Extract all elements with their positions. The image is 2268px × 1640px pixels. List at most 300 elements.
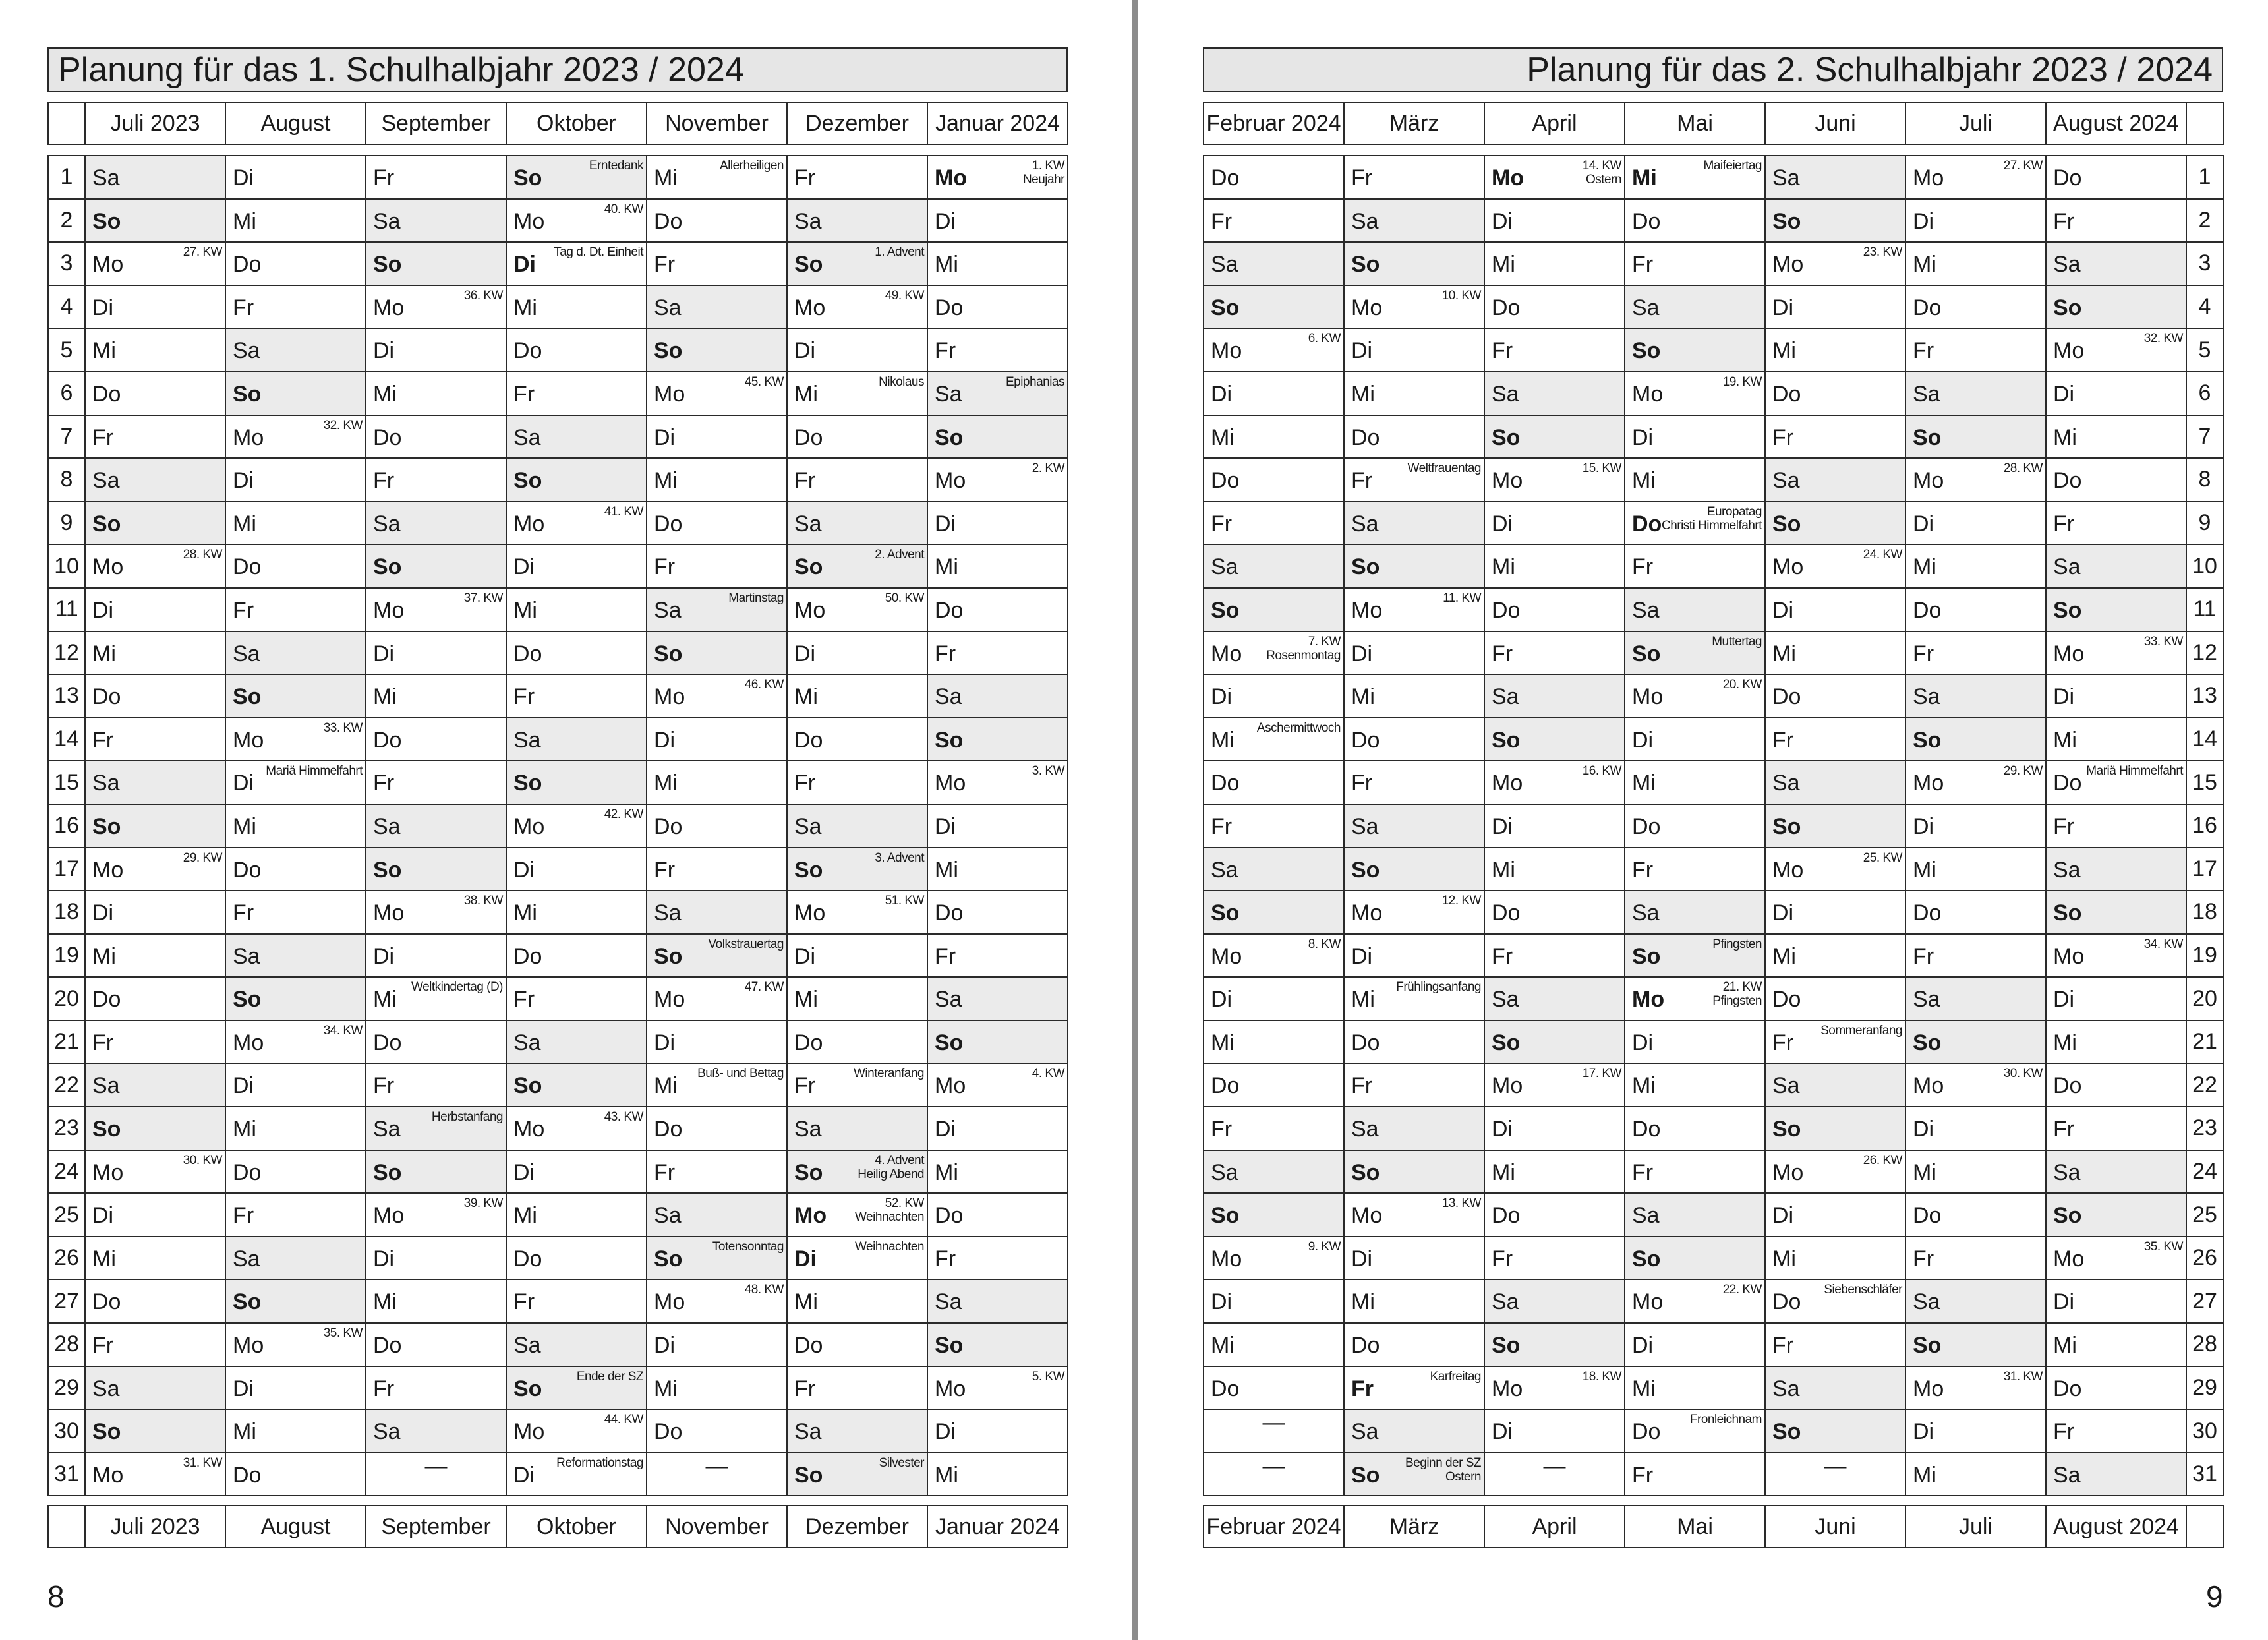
weekday-label: Mi: [1211, 425, 1235, 450]
weekday-label: Sa: [1492, 987, 1519, 1012]
weekday-label: Mi: [1632, 771, 1656, 796]
day-cell: [1204, 1279, 1344, 1323]
day-cell: [2046, 328, 2186, 372]
day-cell: [1765, 1107, 1905, 1150]
day-cell: [506, 458, 647, 502]
day-number: 25: [48, 1193, 85, 1237]
weekday-label: Di: [92, 1203, 114, 1229]
day-cell: [1765, 242, 1905, 285]
day-cell: [506, 1063, 647, 1107]
weekday-label: Do: [92, 381, 121, 407]
weekday-label: Sa: [794, 511, 822, 537]
weekday-label: Di: [92, 900, 114, 926]
day-cell: [506, 761, 647, 804]
weekday-label: Mo: [794, 1203, 827, 1229]
weekday-label: Sa: [1632, 597, 1660, 623]
day-cell: [1344, 674, 1484, 718]
weekday-label: Fr: [1632, 1159, 1654, 1185]
day-cell: [1204, 544, 1344, 588]
weekday-label: Mo: [92, 252, 124, 278]
weekday-label: Mo: [1492, 468, 1523, 494]
day-number: 23: [2186, 1107, 2223, 1150]
calendar-row: [1204, 1063, 2223, 1107]
month-header-cell: August 2024: [2046, 102, 2186, 144]
weekday-label: Mo: [92, 554, 124, 580]
day-cell: [1625, 1107, 1765, 1150]
day-cell: [1484, 544, 1625, 588]
weekday-label: Mi: [935, 857, 958, 883]
weekday-label: Fr: [1772, 1030, 1794, 1055]
weekday-label: Mi: [935, 252, 958, 278]
weekday-label: Sa: [1632, 900, 1660, 926]
week-number-note: 17. KW: [1582, 1067, 1621, 1081]
calendar-row: [48, 199, 1068, 243]
holiday-note: 52. KW Weihnachten: [854, 1196, 924, 1225]
weekday-label: Di: [1772, 295, 1794, 320]
day-cell: [1344, 631, 1484, 675]
weekday-label: Mi: [373, 1289, 397, 1315]
weekday-label: Di: [233, 165, 254, 190]
page-number: 9: [2206, 1579, 2223, 1614]
day-cell: [1344, 1193, 1484, 1237]
weekday-label: Do: [233, 1159, 262, 1185]
weekday-label: Mi: [233, 511, 256, 537]
day-cell: [647, 1409, 787, 1453]
day-number: 19: [48, 934, 85, 978]
day-cell: [85, 1409, 225, 1453]
day-cell: [1905, 1150, 2046, 1194]
day-cell: [506, 1020, 647, 1064]
weekday-label: Di: [1492, 208, 1513, 234]
week-number-note: 20. KW: [1722, 678, 1762, 692]
weekday-label: Mo: [1351, 900, 1383, 926]
weekday-label: Fr: [233, 295, 254, 320]
weekday-label: Sa: [373, 511, 401, 537]
weekday-label: Mi: [794, 987, 818, 1012]
day-cell: [647, 285, 787, 329]
weekday-label: Mo: [1492, 771, 1523, 796]
day-cell: [506, 1366, 647, 1410]
weekday-label: Sa: [1351, 1117, 1379, 1142]
weekday-label: So: [1913, 1030, 1942, 1055]
day-cell: [1484, 1409, 1625, 1453]
weekday-label: Sa: [1211, 252, 1238, 278]
day-cell: [506, 156, 647, 199]
day-cell: [85, 1279, 225, 1323]
week-number-note: 44. KW: [604, 1413, 643, 1427]
day-cell: [85, 934, 225, 978]
weekday-label: Do: [1351, 1030, 1380, 1055]
day-cell: [366, 1237, 506, 1280]
day-cell: [1484, 1366, 1625, 1410]
weekday-label: So: [233, 1289, 262, 1315]
weekday-label: Fr: [1913, 338, 1934, 364]
holiday-note: Maifeiertag: [1703, 159, 1762, 173]
day-cell: [1204, 1107, 1344, 1150]
day-cell: [85, 1020, 225, 1064]
day-cell: [2046, 674, 2186, 718]
weekday-label: Di: [1772, 597, 1794, 623]
weekday-label: Mo: [92, 857, 124, 883]
calendar-row: [48, 1150, 1068, 1194]
day-cell: [787, 1107, 927, 1150]
weekday-label: Do: [1351, 727, 1380, 753]
day-cell: [1905, 891, 2046, 934]
day-cell: [1204, 804, 1344, 848]
weekday-label: Mi: [1351, 381, 1375, 407]
week-number-note: 51. KW: [885, 894, 924, 908]
day-cell: [1344, 977, 1484, 1020]
week-number-note: 2. KW: [1032, 461, 1064, 476]
day-cell: [366, 458, 506, 502]
day-cell: [1625, 761, 1765, 804]
weekday-label: Fr: [233, 1203, 254, 1229]
weekday-label: Do: [92, 1289, 121, 1315]
day-cell: [1204, 1150, 1344, 1194]
day-cell: [225, 1279, 366, 1323]
weekday-label: Do: [233, 252, 262, 278]
day-number: 11: [2186, 588, 2223, 631]
weekday-label: Mi: [654, 165, 678, 190]
day-number: 10: [48, 544, 85, 588]
week-number-note: 13. KW: [1441, 1196, 1481, 1211]
day-cell: [1905, 977, 2046, 1020]
weekday-label: Do: [2053, 468, 2082, 494]
month-header-cell: April: [1484, 1506, 1625, 1548]
weekday-label: So: [2053, 900, 2082, 926]
day-cell: [506, 718, 647, 761]
day-cell: [1765, 891, 1905, 934]
day-cell: [787, 1453, 927, 1496]
calendar-row: [48, 156, 1068, 199]
day-cell: [1204, 631, 1344, 675]
day-cell: [1625, 1453, 1765, 1496]
day-cell: [1204, 977, 1344, 1020]
weekday-label: Sa: [935, 1289, 962, 1315]
day-number: 2: [2186, 199, 2223, 243]
day-cell: [1484, 977, 1625, 1020]
weekday-label: So: [1913, 1333, 1942, 1359]
page-title: Planung für das 1. Schulhalbjahr 2023 / 2024: [47, 47, 1068, 92]
day-cell: [2046, 588, 2186, 631]
day-cell: [1625, 1193, 1765, 1237]
month-header-bottom: [1203, 1505, 2224, 1548]
day-cell: [1484, 1020, 1625, 1064]
weekday-label: Sa: [1351, 511, 1379, 537]
weekday-label: Mi: [654, 1073, 678, 1099]
weekday-label: Sa: [1211, 554, 1238, 580]
day-cell: [225, 1323, 366, 1366]
weekday-label: Di: [92, 597, 114, 623]
month-header-cell: Juli 2023: [85, 102, 225, 144]
day-cell: [927, 199, 1068, 243]
day-cell: [1204, 285, 1344, 329]
weekday-label: Do: [233, 857, 262, 883]
calendar-row: [48, 544, 1068, 588]
day-cell: [2046, 242, 2186, 285]
weekday-label: Do: [1772, 987, 1801, 1012]
day-cell: [1484, 242, 1625, 285]
holiday-note: 4. Advent Heilig Abend: [858, 1153, 924, 1181]
weekday-label: Do: [1632, 208, 1661, 234]
weekday-label: Di: [654, 425, 676, 450]
weekday-label: Mi: [1772, 943, 1796, 969]
day-cell: [2046, 761, 2186, 804]
weekday-label: Mo: [1632, 684, 1664, 710]
day-cell: [2046, 1453, 2186, 1496]
day-cell: [1905, 1409, 2046, 1453]
weekday-label: Mo: [1492, 165, 1525, 190]
day-cell: [506, 1409, 647, 1453]
weekday-label: Mo: [1351, 1203, 1383, 1229]
weekday-label: Sa: [1913, 684, 1940, 710]
weekday-label: Do: [1913, 295, 1942, 320]
day-number: 15: [48, 761, 85, 804]
empty-day-cell: —: [1484, 1453, 1625, 1496]
day-cell: [2046, 718, 2186, 761]
day-cell: [85, 588, 225, 631]
weekday-label: Sa: [1351, 1419, 1379, 1445]
week-number-note: 25. KW: [1863, 850, 1902, 865]
day-cell: [647, 1063, 787, 1107]
day-cell: [1905, 934, 2046, 978]
week-number-note: 32. KW: [2143, 332, 2183, 346]
day-cell: [1765, 415, 1905, 459]
day-cell: [1344, 718, 1484, 761]
holiday-note: Totensonntag: [712, 1239, 784, 1254]
day-cell: [1625, 1237, 1765, 1280]
day-number: 5: [48, 328, 85, 372]
weekday-label: Mi: [1632, 165, 1657, 190]
weekday-label: Mi: [233, 813, 256, 839]
day-cell: [1765, 285, 1905, 329]
calendar-row: [48, 848, 1068, 891]
weekday-label: So: [92, 1419, 121, 1445]
weekday-label: Mo: [935, 165, 968, 190]
holiday-note: Allerheiligen: [719, 159, 784, 173]
day-cell: [366, 1409, 506, 1453]
weekday-label: Mo: [654, 381, 685, 407]
day-cell: [927, 674, 1068, 718]
week-number-note: 30. KW: [183, 1153, 222, 1167]
day-cell: [927, 1193, 1068, 1237]
day-cell: [1344, 1323, 1484, 1366]
day-number: 6: [48, 372, 85, 415]
day-cell: [366, 848, 506, 891]
weekday-label: Sa: [1492, 381, 1519, 407]
weekday-label: Mi: [654, 1376, 678, 1401]
week-number-note: 34. KW: [323, 1023, 363, 1038]
day-cell: [1905, 761, 2046, 804]
day-cell: [787, 1279, 927, 1323]
day-number: 18: [48, 891, 85, 934]
weekday-label: Mi: [1211, 727, 1235, 753]
day-cell: [1344, 544, 1484, 588]
weekday-label: So: [1492, 425, 1521, 450]
weekday-label: So: [1632, 943, 1661, 969]
weekday-label: Di: [794, 338, 816, 364]
day-cell: [1905, 242, 2046, 285]
day-cell: [1905, 848, 2046, 891]
day-cell: [1484, 631, 1625, 675]
weekday-label: Sa: [1913, 1289, 1940, 1315]
weekday-label: Di: [1351, 1246, 1373, 1272]
day-cell: [366, 761, 506, 804]
day-cell: [85, 415, 225, 459]
day-cell: [1625, 415, 1765, 459]
day-number: 26: [48, 1237, 85, 1280]
weekday-label: Do: [1492, 597, 1521, 623]
day-cell: [85, 372, 225, 415]
day-cell: [85, 718, 225, 761]
day-cell: [1204, 415, 1344, 459]
day-cell: [787, 242, 927, 285]
calendar-row: [1204, 1020, 2223, 1064]
day-cell: [787, 1150, 927, 1194]
day-cell: [1905, 156, 2046, 199]
header-corner: [2186, 1506, 2223, 1548]
day-cell: [1905, 544, 2046, 588]
holiday-note: Silvester: [879, 1455, 924, 1470]
day-cell: [787, 761, 927, 804]
calendar-row: [1204, 458, 2223, 502]
weekday-label: Mo: [1492, 1073, 1523, 1099]
day-cell: [85, 458, 225, 502]
day-number: 31: [2186, 1453, 2223, 1496]
month-header-cell: April: [1484, 102, 1625, 144]
weekday-label: Di: [935, 1419, 956, 1445]
weekday-label: Mi: [1913, 554, 1936, 580]
weekday-label: Mi: [1211, 1333, 1235, 1359]
day-number: 7: [48, 415, 85, 459]
week-number-note: 36. KW: [463, 288, 503, 303]
day-cell: [927, 372, 1068, 415]
day-cell: [225, 848, 366, 891]
day-cell: [1905, 1020, 2046, 1064]
day-cell: [787, 1323, 927, 1366]
day-cell: [1905, 1279, 2046, 1323]
day-cell: [1344, 1107, 1484, 1150]
weekday-label: Do: [1632, 1419, 1661, 1445]
weekday-label: Mi: [513, 295, 537, 320]
holiday-note: Tag d. Dt. Einheit: [554, 245, 643, 260]
weekday-label: Mi: [92, 641, 116, 666]
weekday-label: Fr: [1772, 425, 1794, 450]
weekday-label: So: [2053, 1203, 2082, 1229]
weekday-label: Mo: [513, 208, 545, 234]
day-cell: [1765, 631, 1905, 675]
day-cell: [1765, 1323, 1905, 1366]
weekday-label: Sa: [92, 771, 120, 796]
weekday-label: Di: [233, 1376, 254, 1401]
month-header-cell: November: [647, 1506, 787, 1548]
weekday-label: Fr: [1913, 943, 1934, 969]
day-cell: [927, 156, 1068, 199]
weekday-label: Mi: [1351, 684, 1375, 710]
day-cell: [647, 891, 787, 934]
day-cell: [1484, 1063, 1625, 1107]
weekday-label: Sa: [654, 597, 682, 623]
empty-day-cell: —: [647, 1453, 787, 1496]
weekday-label: Sa: [2053, 857, 2081, 883]
day-cell: [1204, 199, 1344, 243]
week-number-note: 19. KW: [1722, 374, 1762, 389]
day-cell: [1204, 1193, 1344, 1237]
day-cell: [1204, 761, 1344, 804]
month-header-cell: Juli: [1905, 102, 2046, 144]
weekday-label: Fr: [1632, 857, 1654, 883]
day-cell: [85, 328, 225, 372]
week-number-note: 38. KW: [463, 894, 503, 908]
day-cell: [787, 891, 927, 934]
day-cell: [2046, 1150, 2186, 1194]
calendar-grid: [1203, 155, 2224, 1496]
day-cell: [1484, 1107, 1625, 1150]
day-number: 30: [2186, 1409, 2223, 1453]
day-cell: [1765, 761, 1905, 804]
weekday-label: So: [1632, 641, 1661, 666]
day-cell: [225, 588, 366, 631]
day-cell: [2046, 285, 2186, 329]
weekday-label: Mi: [1632, 1376, 1656, 1401]
day-cell: [1204, 1237, 1344, 1280]
weekday-label: Mi: [1913, 857, 1936, 883]
weekday-label: Mo: [233, 727, 264, 753]
weekday-label: Fr: [1772, 1333, 1794, 1359]
day-cell: [1625, 1323, 1765, 1366]
weekday-label: Sa: [1211, 1159, 1238, 1185]
day-cell: [787, 328, 927, 372]
day-cell: [1484, 804, 1625, 848]
weekday-label: Di: [92, 295, 114, 320]
holiday-note: Sommeranfang: [1820, 1023, 1902, 1038]
weekday-label: Mi: [1632, 468, 1656, 494]
weekday-label: Di: [513, 857, 535, 883]
weekday-label: Do: [2053, 771, 2082, 796]
weekday-label: Fr: [1492, 943, 1513, 969]
calendar-row: [1204, 934, 2223, 978]
weekday-label: Sa: [1772, 165, 1800, 190]
weekday-label: Mi: [1913, 1159, 1936, 1185]
weekday-label: Mo: [654, 684, 685, 710]
weekday-label: So: [935, 1333, 964, 1359]
day-cell: [2046, 934, 2186, 978]
weekday-label: So: [1913, 727, 1942, 753]
weekday-label: Sa: [1351, 208, 1379, 234]
day-cell: [647, 1020, 787, 1064]
day-cell: [1344, 285, 1484, 329]
calendar-row: [1204, 199, 2223, 243]
day-cell: [1484, 458, 1625, 502]
weekday-label: So: [233, 381, 262, 407]
weekday-label: So: [513, 468, 542, 494]
month-header-cell: Februar 2024: [1204, 102, 1344, 144]
day-cell: [85, 631, 225, 675]
weekday-label: Fr: [2053, 1117, 2075, 1142]
weekday-label: Mi: [373, 381, 397, 407]
day-cell: [506, 804, 647, 848]
day-cell: [506, 1150, 647, 1194]
weekday-label: Mi: [373, 684, 397, 710]
weekday-label: Di: [233, 468, 254, 494]
weekday-label: Mi: [233, 208, 256, 234]
day-cell: [1344, 1020, 1484, 1064]
month-header-cell: August 2024: [2046, 1506, 2186, 1548]
calendar-row: [48, 328, 1068, 372]
day-cell: [1765, 934, 1905, 978]
weekday-label: Di: [373, 641, 395, 666]
week-number-note: 16. KW: [1582, 764, 1621, 778]
